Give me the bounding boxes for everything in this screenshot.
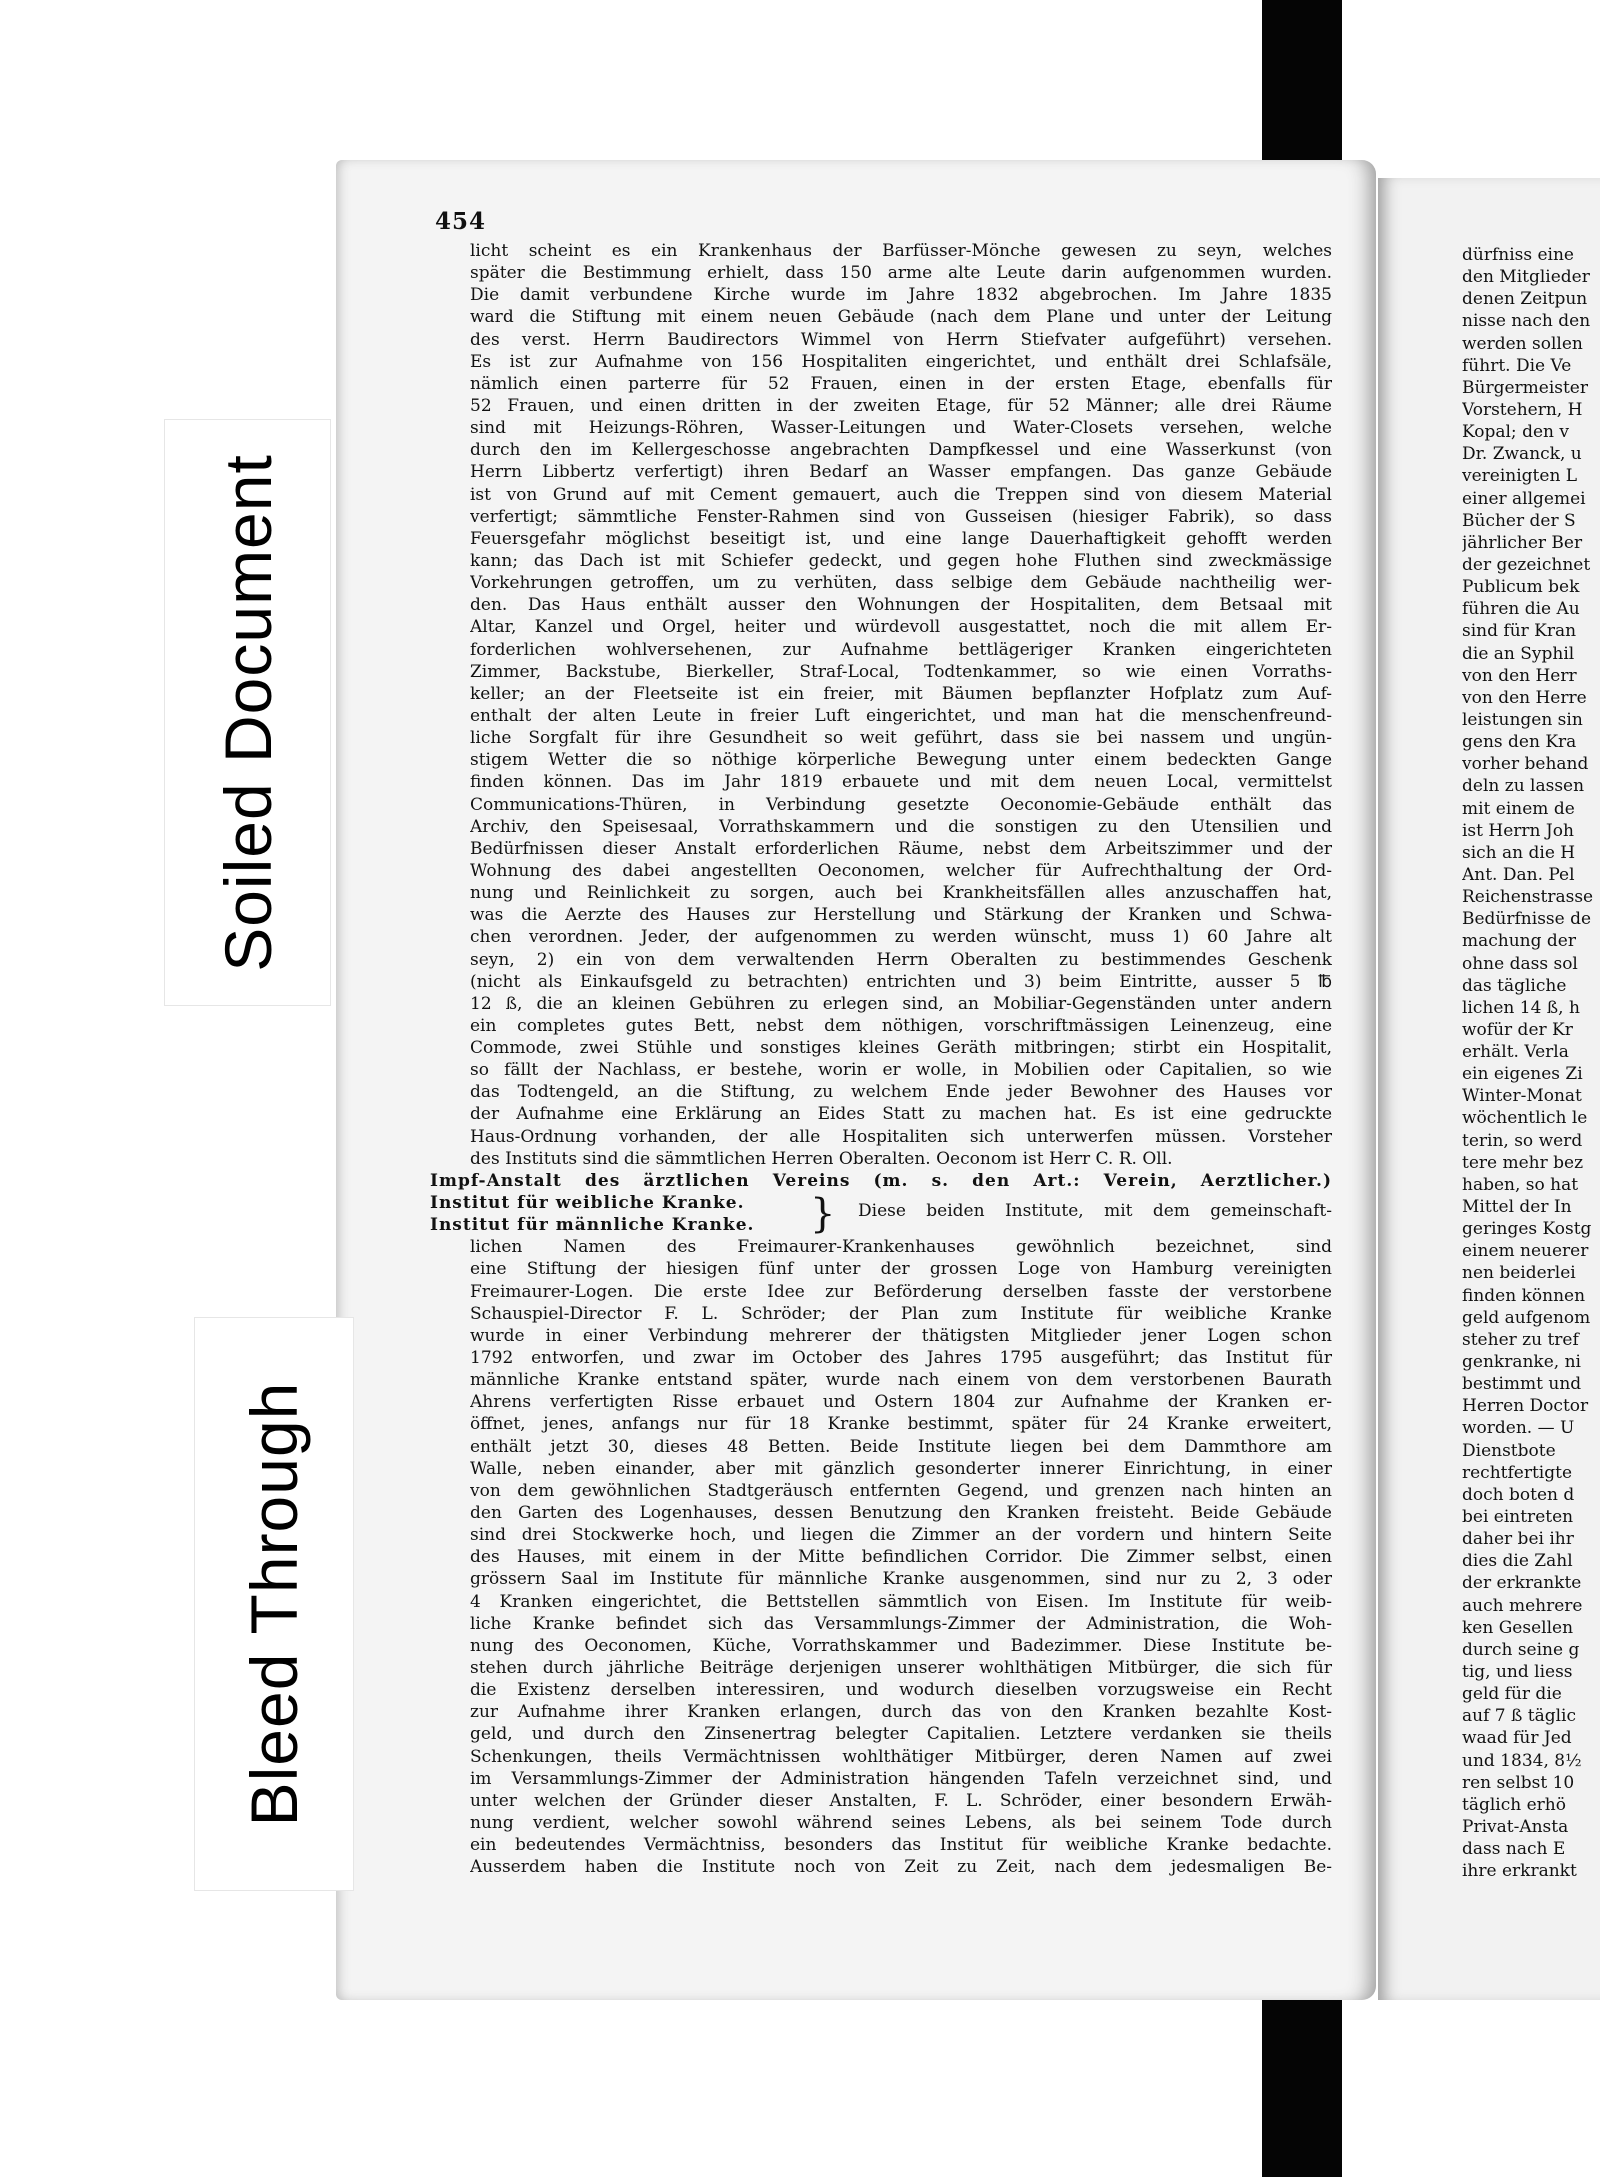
text-line: was die Aerzte des Hauses zur Herstellung und Stärkung der Kranken und Schwa-: [470, 905, 1332, 926]
text-line: den Garten des Logenhauses, dessen Benutzung den Kranken freisteht. Beide Gebäude: [470, 1503, 1332, 1524]
text-line: geld, und durch den Zinsenertrag belegter Capitalien. Letztere verdanken sie theils: [470, 1724, 1332, 1745]
text-line: Schenkungen, theils Vermächtnissen wohlthätiger Mitbürger, deren Namen auf zwei: [470, 1746, 1332, 1767]
institute-description-start: Diese beiden Institute, mit dem gemeinschaft-: [858, 1201, 1332, 1222]
text-line: sind mit Heizungs-Röhren, Wasser-Leitungen und Water-Closets versehen, welche: [470, 418, 1332, 439]
text-line: ein bedeutendes Vermächtniss, besonders das Institut für weibliche Kranke bedachte.: [470, 1835, 1332, 1856]
freimaurer-paragraph: [470, 1236, 1332, 1878]
right-text-line: Bedürfnisse de: [1462, 909, 1592, 930]
text-line: enthält jetzt 30, dieses 48 Betten. Beide Institute liegen bei dem Dammthore am: [470, 1436, 1332, 1457]
text-line: finden können. Das im Jahr 1819 erbauete und mit dem neuen Local, vermittelst: [470, 772, 1332, 793]
page-number: 454: [435, 208, 487, 235]
right-text-line: daher bei ihr: [1462, 1529, 1574, 1550]
right-text-line: Dienstbote: [1462, 1440, 1556, 1461]
text-line: liche Sorgfalt für ihre Gesundheit so weit geführt, dass sie bei nassem und ungün-: [470, 728, 1332, 749]
right-text-line: worden. — U: [1462, 1418, 1575, 1439]
text-line: Feuersgefahr möglichst beseitigt ist, und eine lange Dauerhaftigkeit gehofft werden: [470, 528, 1332, 549]
right-text-line: auf 7 ß täglic: [1462, 1706, 1577, 1727]
right-text-line: von den Herr: [1462, 665, 1577, 686]
text-line: durch den im Kellergeschosse angebrachten Dampfkessel und eine Wasserkunst (von: [470, 440, 1332, 461]
right-text-line: nisse nach den: [1462, 311, 1591, 332]
right-text-line: durch seine g: [1462, 1639, 1580, 1660]
right-text-line: ihre erkrankt: [1462, 1861, 1577, 1882]
impf-anstalt-entry: Impf-Anstalt des ärztlichen Vereins (m. s. den Art.: Verein, Aerztlicher.): [430, 1170, 1332, 1191]
right-text-line: einer allgemei: [1462, 488, 1586, 509]
text-line: licht scheint es ein Krankenhaus der Barfüsser-Mönche gewesen zu seyn, welches: [470, 241, 1332, 261]
right-text-line: ist Herrn Joh: [1462, 820, 1574, 841]
right-text-line: das tägliche: [1462, 975, 1567, 996]
right-text-line: ken Gesellen: [1462, 1617, 1574, 1638]
text-line: 52 Frauen, und einen dritten in der zweiten Etage, für 52 Männer; alle drei Räume: [470, 395, 1332, 416]
right-text-line: steher zu tref: [1462, 1329, 1579, 1350]
right-text-line: wofür der Kr: [1462, 1019, 1573, 1040]
right-text-line: auch mehrere: [1462, 1595, 1583, 1616]
text-line: im Versammlungs-Zimmer der Administration hängenden Tafeln verzeichnet sind, und: [470, 1768, 1332, 1789]
right-text-line: doch boten d: [1462, 1484, 1575, 1505]
right-text-line: täglich erhö: [1462, 1794, 1566, 1815]
text-line: Es ist zur Aufnahme von 156 Hospitaliten eingerichtet, und enthält drei Schlafsäle,: [470, 351, 1332, 372]
scan-clip-bottom: [1262, 1985, 1342, 2177]
institute-heading-block: [430, 1191, 1332, 1238]
text-line: stigem Wetter die so nöthige körperliche Bewegung unter einem bedeckten Gange: [470, 750, 1332, 771]
right-text-line: Kopal; den v: [1462, 422, 1569, 443]
right-text-line: rechtfertigte: [1462, 1462, 1573, 1483]
right-text-line: jährlicher Ber: [1462, 532, 1583, 553]
right-text-line: geringes Kostg: [1462, 1219, 1592, 1240]
text-line: Zimmer, Backstube, Bierkeller, Straf-Local, Todtenkammer, so wie einen Vorraths-: [470, 661, 1332, 682]
text-line: Herrn Libbertz verfertigt) ihren Bedarf an Wasser empfangen. Das ganze Gebäude: [470, 462, 1332, 483]
scan-clip-top: [1262, 0, 1342, 160]
right-text-line: der gezeichnet: [1462, 554, 1591, 575]
right-text-line: werden sollen: [1462, 333, 1583, 354]
right-text-line: tig, und liess: [1462, 1662, 1573, 1682]
right-text-line: Reichenstrasse: [1462, 887, 1594, 908]
text-line: nung des Oeconomen, Küche, Vorrathskammer und Badezimmer. Diese Institute be-: [470, 1635, 1332, 1656]
text-line: Die damit verbundene Kirche wurde im Jahre 1832 abgebrochen. Im Jahre 1835: [470, 285, 1332, 306]
text-line: 1792 entworfen, und zwar im October des Jahres 1795 ausgeführt; das Institut für: [470, 1348, 1332, 1369]
text-line: 4 Kranken eingerichtet, die Bettstellen sämmtlich von Eisen. Im Institute für weib-: [470, 1591, 1332, 1612]
text-line: Schauspiel-Director F. L. Schröder; der Plan zum Institute für weibliche Kranke: [470, 1303, 1332, 1324]
right-text-line: Winter-Monat: [1462, 1086, 1582, 1107]
text-line: Freimaurer-Logen. Die erste Idee zur Beförderung derselben fasste der verstorbene: [470, 1281, 1332, 1302]
right-text-line: nen beiderlei: [1462, 1263, 1576, 1284]
right-text-line: ohne dass sol: [1462, 953, 1578, 974]
institute-male-heading: Institut für männliche Kranke.: [430, 1215, 755, 1236]
text-line: nämlich einen parterre für 52 Frauen, einen in der ersten Etage, ebenfalls für: [470, 373, 1332, 394]
institute-brace: }: [810, 1191, 836, 1238]
right-text-line: machung der: [1462, 931, 1576, 952]
right-text-line: bestimmt und: [1462, 1374, 1582, 1395]
right-text-line: haben, so hat: [1462, 1174, 1579, 1195]
text-line: forderlichen wohlversehenen, zur Aufnahme bettlägeriger Kranken eingerichteten: [470, 639, 1332, 660]
text-line: später die Bestimmung erhielt, dass 150 arme alte Leute darin aufgenommen wurden.: [470, 263, 1332, 284]
right-text-line: geld aufgenom: [1462, 1307, 1591, 1328]
text-line: Altar, Kanzel und Orgel, heiter und würdevoll ausgestattet, noch die mit allem Er-: [470, 617, 1332, 638]
right-text-line: denen Zeitpun: [1462, 289, 1588, 310]
right-text-line: mit einem de: [1462, 798, 1575, 819]
right-text-line: vorher behand: [1462, 754, 1589, 775]
right-text-line: genkranke, ni: [1462, 1352, 1581, 1373]
text-line: die Existenz derselben interessiren, und wodurch dieselben vorzugsweise ein Recht: [470, 1680, 1332, 1701]
right-text-line: sind für Kran: [1462, 621, 1577, 642]
text-line: stehen durch jährliche Beiträge derjenigen unserer wohlthätigen Mitbürger, die sich für: [470, 1658, 1332, 1678]
text-line: Vorkehrungen getroffen, um zu verhüten, dass selbige dem Gebäude nachtheilig wer-: [470, 573, 1332, 594]
text-line: 12 ß, die an kleinen Gebühren zu erlegen sind, an Mobiliar-Gegenständen unter andern: [470, 993, 1332, 1014]
right-text-line: den Mitglieder: [1462, 267, 1590, 288]
text-line: lichen Namen des Freimaurer-Krankenhauses gewöhnlich bezeichnet, sind: [470, 1237, 1332, 1258]
right-text-line: leistungen sin: [1462, 709, 1583, 730]
right-text-line: und 1834, 8½: [1462, 1750, 1582, 1771]
text-line: des verst. Herrn Baudirectors Wimmel von Herrn Stiefvater aufgeführt) versehen.: [470, 329, 1332, 350]
text-line: der Aufnahme eine Erklärung an Eides Statt zu machen hat. Es ist eine gedruckte: [470, 1104, 1332, 1125]
institute-female-heading: Institut für weibliche Kranke.: [430, 1193, 745, 1214]
right-text-line: sich an die H: [1462, 842, 1576, 863]
text-line: wurde in einer Verbindung mehrerer der thätigsten Mitglieder jener Logen schon: [470, 1325, 1332, 1346]
right-text-line: ein eigenes Zi: [1462, 1064, 1583, 1085]
right-page-text: [1462, 244, 1600, 1882]
right-text-line: terin, so werd: [1462, 1130, 1583, 1151]
right-text-line: geld für die: [1462, 1684, 1562, 1705]
text-line: nung verdient, welcher sowohl während seines Lebens, als bei seinem Tode durch: [470, 1812, 1332, 1833]
text-line: Haus-Ordnung vorhanden, der alle Hospitaliten sich unterwerfen müssen. Vorsteher: [470, 1126, 1332, 1147]
text-line: enthalt der alten Leute in freier Luft eingerichtet, und man hat die menschenfreund-: [470, 705, 1332, 726]
text-line: unter welchen der Gründer dieser Anstalten, F. L. Schröder, einer besondern Erwäh-: [470, 1790, 1332, 1811]
text-line: Commode, zwei Stühle und sonstiges kleines Geräth mitbringen; stirbt ein Hospitalit,: [470, 1038, 1332, 1059]
right-text-line: dies die Zahl: [1462, 1551, 1573, 1572]
right-text-line: Herren Doctor: [1462, 1396, 1589, 1417]
text-line: das Todtengeld, an die Stiftung, zu welchem Ende jeder Bewohner des Hauses vor: [470, 1082, 1332, 1103]
text-line: zur Aufnahme ihrer Kranken erlangen, durch das von den Kranken bezahlte Kost-: [470, 1702, 1332, 1723]
right-text-line: dass nach E: [1462, 1839, 1566, 1860]
hospital-paragraph: [470, 240, 1332, 1170]
text-line: des Instituts sind die sämmtlichen Herren Oberalten. Oeconom ist Herr C. R. Oll.: [470, 1148, 1173, 1169]
text-line: Wohnung des dabei angestellten Oeconomen, welcher für Aufrechthaltung der Ord-: [470, 860, 1332, 881]
right-text-line: Bücher der S: [1462, 510, 1576, 531]
text-line: seyn, 2) ein von dem verwaltenden Herrn Oberalten zu bestimmendes Geschenk: [470, 949, 1332, 970]
right-text-line: Dr. Zwanck, u: [1462, 444, 1582, 465]
bleed-through-text: Bleed Through: [237, 1381, 311, 1827]
right-text-line: ren selbst 10: [1462, 1772, 1575, 1793]
right-text-line: deln zu lassen: [1462, 776, 1585, 797]
right-text-line: finden können: [1462, 1285, 1586, 1306]
right-text-line: der erkrankte: [1462, 1573, 1582, 1594]
bleed-through-label: [195, 1318, 353, 1890]
right-text-line: gens den Kra: [1462, 732, 1577, 753]
text-line: Ahrens verfertigten Risse erbauet und Ostern 1804 zur Aufnahme der Kranken er-: [470, 1392, 1332, 1413]
text-line: des Hauses, mit einem in der Mitte befindlichen Corridor. Die Zimmer selbst, einen: [470, 1547, 1332, 1568]
text-line: Ausserdem haben die Institute noch von Zeit zu Zeit, nach dem jedesmaligen Be-: [470, 1857, 1332, 1878]
right-text-line: vereinigten L: [1462, 466, 1578, 487]
text-line: Communications-Thüren, in Verbindung gesetzte Oeconomie-Gebäude enthält das: [470, 794, 1332, 815]
right-text-line: wöchentlich le: [1462, 1108, 1588, 1129]
right-text-line: dürfniss eine: [1462, 245, 1574, 265]
text-line: liche Kranke befindet sich das Versammlungs-Zimmer der Administration, die Woh-: [470, 1613, 1332, 1634]
right-text-line: lichen 14 ß, h: [1462, 997, 1580, 1018]
text-line: nung und Reinlichkeit zu sorgen, auch bei Krankheitsfällen alles anzuschaffen hat,: [470, 883, 1332, 904]
text-line: eine Stiftung der hiesigen fünf unter der grossen Loge von Hamburg vereinigten: [470, 1259, 1332, 1280]
text-line: keller; an der Fleetseite ist ein freier, mit Bäumen bepflanzter Hofplatz zum Auf-: [470, 683, 1332, 704]
text-line: Bedürfnissen dieser Anstalt erforderlichen Räume, nebst dem Arbeitszimmer und der: [470, 838, 1332, 859]
main-text-column: [430, 240, 1332, 1878]
right-text-line: bei eintreten: [1462, 1507, 1574, 1528]
right-text-line: Vorstehern, H: [1462, 399, 1583, 420]
right-text-line: erhält. Verla: [1462, 1042, 1569, 1063]
text-line: ward die Stiftung mit einem neuen Gebäude (nach dem Plane und unter der Leitung: [470, 307, 1332, 328]
text-line: den. Das Haus enthält ausser den Wohnungen der Hospitaliten, dem Betsaal mit: [470, 595, 1332, 616]
right-text-line: Bürgermeister: [1462, 377, 1588, 398]
right-text-line: führt. Die Ve: [1462, 355, 1572, 376]
text-line: (nicht als Einkaufsgeld zu betrachten) entrichten und 3) beim Eintritte, ausser 5 ℔: [470, 971, 1332, 992]
right-text-line: Ant. Dan. Pel: [1462, 864, 1575, 885]
right-text-line: waad für Jed: [1462, 1728, 1572, 1749]
right-text-line: tere mehr bez: [1462, 1152, 1584, 1173]
text-line: männliche Kranke entstand später, wurde nach einem von dem verstorbenen Baurath: [470, 1370, 1332, 1391]
text-line: öffnet, jenes, anfangs nur für 18 Kranke bestimmt, später für 24 Kranke erweitert,: [470, 1414, 1332, 1435]
text-line: ein completes gutes Bett, nebst dem nöthigen, vorschriftmässigen Leinenzeug, eine: [470, 1015, 1332, 1036]
text-line: Walle, neben einander, aber mit gänzlich gesonderter innerer Einrichtung, in einer: [470, 1458, 1332, 1479]
text-line: von dem gewöhnlichen Stadtgeräusch entfernten Gegend, und grenzen nach hinten an: [470, 1480, 1332, 1501]
soiled-document-label: [165, 420, 330, 1005]
right-text-line: die an Syphil: [1462, 643, 1575, 664]
text-line: verfertigt; sämmtliche Fenster-Rahmen sind von Gusseisen (hiesiger Fabrik), so dass: [470, 506, 1332, 527]
right-text-line: führen die Au: [1462, 599, 1580, 620]
text-line: chen verordnen. Jeder, der aufgenommen zu werden wünscht, muss 1) 60 Jahre alt: [470, 927, 1332, 948]
text-line: so fällt der Nachlass, er bestehe, worin er wolle, in Mobilien oder Capitalien, so wie: [470, 1060, 1332, 1081]
text-line: grössern Saal im Institute für männliche Kranke ausgenommen, sind nur zu 2, 3 oder: [470, 1569, 1332, 1590]
right-text-line: einem neuerer: [1462, 1241, 1589, 1262]
right-text-line: von den Herre: [1462, 687, 1587, 708]
text-line: ist von Grund auf mit Cement gemauert, auch die Treppen sind von diesem Material: [470, 484, 1332, 505]
soiled-document-text: Soiled Document: [210, 453, 285, 972]
text-line: Archiv, den Speisesaal, Vorrathskammern und die sonstigen zu den Utensilien und: [470, 816, 1332, 837]
right-text-line: Publicum bek: [1462, 577, 1580, 598]
text-line: kann; das Dach ist mit Schiefer gedeckt, und gegen hohe Fluthen sind zweckmässige: [470, 550, 1332, 571]
text-line: sind drei Stockwerke hoch, und liegen die Zimmer an der vordern und hintern Seite: [470, 1525, 1332, 1546]
right-text-line: Privat-Ansta: [1462, 1816, 1569, 1837]
right-text-line: Mittel der In: [1462, 1197, 1572, 1218]
